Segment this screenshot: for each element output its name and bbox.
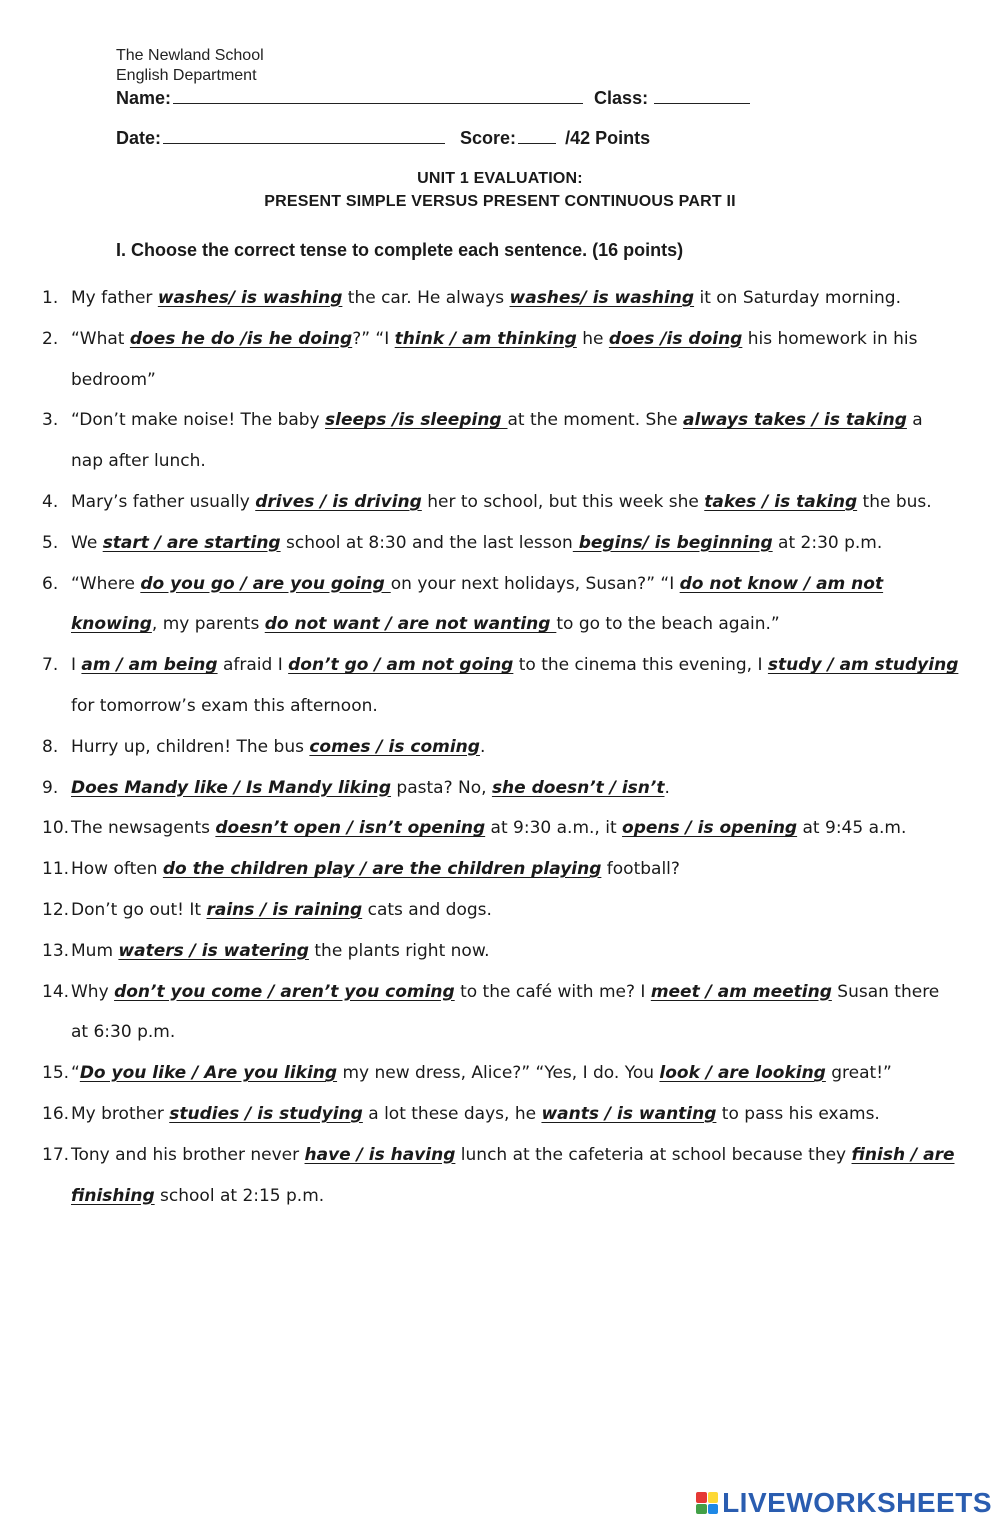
sentence-text: school at 2:15 p.m. [154,1185,325,1206]
sentence-text: the bus. [857,491,932,512]
sentence-text: . [479,736,486,757]
sentence-text: Mum [71,940,119,961]
sentence-text: cats and dogs. [362,899,492,920]
answer-choice[interactable]: do not know / am not knowing [71,573,884,635]
sentence-text: the plants right now. [308,940,490,961]
answer-choice[interactable]: Does Mandy like / Is Mandy liking [71,777,392,798]
answer-choice[interactable]: washes/ is washing [509,288,695,308]
date-field[interactable] [163,142,445,144]
logo-square [708,1504,719,1515]
answer-choice[interactable]: don’t go / am not going [288,655,514,676]
item-number: 4. [42,491,59,512]
exercise-item [0,808,960,849]
score-label: Score: [460,128,517,148]
exercise-item [0,523,960,564]
name-field[interactable] [173,102,583,104]
sentence-text: a lot these days, he [362,1103,542,1124]
item-number: 16. [42,1103,70,1124]
answer-choice[interactable]: waters / is watering [118,940,309,961]
answer-choice[interactable]: does he do /is he doing [129,328,353,349]
item-number: 3. [42,410,59,431]
liveworksheets-logo-icon [696,1492,718,1514]
sentence-text: My father [71,288,158,308]
exercise-item [0,890,960,931]
name-label: Name: [116,88,172,108]
answer-choice[interactable]: studies / is studying [169,1103,363,1124]
sentence-text: I [71,655,82,676]
exercise-item [0,319,960,401]
logo-square [696,1504,707,1515]
sentence-text: . [664,777,670,798]
date-score-row [116,128,650,149]
exercise-item [0,1094,960,1135]
answer-choice[interactable]: do the children play / are the children playing [162,859,602,880]
sentence-text: to go to the beach again.” [556,614,780,635]
sentence-text: school at 8:30 and the last lesson [280,532,573,553]
item-number: 11. [42,859,70,880]
item-number: 15. [42,1063,70,1084]
sentence-text: at 9:45 a.m. [797,818,907,839]
answer-choice[interactable]: start / are starting [102,532,281,553]
sentence-text: my new dress, Alice?” “Yes, I do. You [337,1063,660,1084]
item-number: 6. [42,573,59,594]
sentence-text: to the cinema this evening, I [513,655,768,676]
sentence-text: great!” [825,1063,892,1084]
sentence-text: The newsagents [71,818,216,839]
exercise-item [0,972,960,1054]
item-number: 13. [42,940,70,961]
exercise-item [0,400,960,482]
answer-choice[interactable]: do not want / are not wanting [264,614,557,635]
sentence-text: her to school, but this week she [421,491,705,512]
exercise-item [0,768,960,809]
answer-choice[interactable]: finish / are finishing [71,1144,955,1206]
exercise-item [0,931,960,972]
footer-brand [696,1487,992,1519]
answer-choice[interactable]: comes / is coming [309,736,480,757]
answer-choice[interactable]: sleeps /is sleeping [325,410,508,431]
date-label: Date: [116,128,162,148]
logo-square [696,1492,707,1503]
answer-choice[interactable]: Do you like / Are you liking [79,1063,338,1084]
brand-name: LIVEWORKSHEETS [722,1487,992,1518]
answer-choice[interactable]: do you go / are you going [140,573,391,594]
answer-choice[interactable]: drives / is driving [255,491,422,512]
answer-choice[interactable]: rains / is raining [206,899,363,920]
sentence-text: afraid I [217,655,289,676]
sentence-text: to the café with me? I [454,981,651,1002]
sentence-text: it on Saturday morning. [694,288,901,308]
score-field[interactable] [518,142,556,144]
sentence-text: Tony and his brother never [71,1144,305,1165]
sentence-text: a nap after lunch. [71,410,923,472]
answer-choice[interactable]: takes / is taking [704,491,858,512]
sentence-text: My brother [71,1103,170,1124]
answer-choice[interactable]: begins/ is beginning [572,532,773,553]
answer-choice[interactable]: don’t you come / aren’t you coming [114,981,455,1002]
class-field[interactable] [654,102,750,104]
exercise-list [0,278,960,1216]
answer-choice[interactable]: think / am thinking [394,328,577,349]
sentence-text: at 2:30 p.m. [772,532,883,553]
sentence-text: on your next holidays, Susan?” “I [390,573,680,594]
answer-choice[interactable]: study / am studying [767,655,959,676]
score-total: /42 Points [565,128,651,148]
answer-choice[interactable]: does /is doing [608,328,743,349]
answer-choice[interactable]: have / is having [304,1144,456,1165]
sentence-text: “ [71,1063,80,1084]
answer-choice[interactable]: washes/ is washing [157,288,343,308]
item-number: 2. [42,328,59,349]
answer-choice[interactable]: she doesn’t / isn’t [491,777,665,798]
item-number: 1. [42,288,59,308]
sentence-text: at 9:30 a.m., it [485,818,623,839]
exercise-item [0,1053,960,1094]
item-number: 10. [42,818,70,839]
sentence-text: he [576,328,609,349]
answer-choice[interactable]: meet / am meeting [650,981,832,1002]
sentence-text: “Where [71,573,141,594]
item-number: 12. [42,899,70,920]
unit-title: UNIT 1 EVALUATION: [417,170,583,187]
sentence-text: the car. He always [342,288,510,308]
sentence-text: for tomorrow’s exam this afternoon. [71,695,378,716]
item-number: 8. [42,736,59,757]
item-number: 17. [42,1144,70,1165]
sentence-text: “What [71,328,130,349]
sentence-text: We [71,532,103,553]
item-number: 9. [42,777,59,798]
answer-choice[interactable]: always takes / is taking [682,410,907,431]
sentence-text: lunch at the cafeteria at school because they [455,1144,852,1165]
sentence-text: his homework in his bedroom” [71,328,918,390]
answer-choice[interactable]: look / are looking [659,1063,826,1084]
logo-square [708,1492,719,1503]
sentence-text: Hurry up, children! The bus [71,736,310,757]
sentence-text: to pass his exams. [716,1103,880,1124]
section-instruction: I. Choose the correct tense to complete each sentence. (16 points) [116,240,684,260]
department-name: English Department [116,67,257,84]
exercise-item [0,1135,960,1217]
sentence-text: at the moment. She [507,410,683,431]
answer-choice[interactable]: doesn’t open / isn’t opening [215,818,486,839]
sentence-text: football? [601,859,680,880]
sentence-text: Susan there at 6:30 p.m. [71,981,940,1043]
sentence-text: How often [71,859,163,880]
sentence-text: , my parents [151,614,265,635]
sentence-text: ?” “I [352,328,395,349]
exercise-item [0,849,960,890]
exercise-item [0,727,960,768]
exercise-item [0,645,960,727]
class-label: Class: [594,88,649,108]
item-number: 7. [42,655,59,676]
sentence-text: pasta? No, [391,777,492,798]
exercise-item [0,482,960,523]
school-header [116,46,264,86]
item-number: 14. [42,981,70,1002]
answer-choice[interactable]: am / am being [81,655,218,676]
sentence-text: Why [71,981,115,1002]
name-class-row [116,88,750,109]
sentence-text: Don’t go out! It [71,899,207,920]
sentence-text: Mary’s father usually [71,491,256,512]
exercise-item [0,564,960,646]
school-name: The Newland School [116,47,264,64]
answer-choice[interactable]: opens / is opening [622,818,798,839]
exercise-item [0,278,960,319]
unit-subtitle: PRESENT SIMPLE VERSUS PRESENT CONTINUOUS PART II [264,193,736,210]
answer-choice[interactable]: wants / is wanting [541,1103,717,1124]
sentence-text: “Don’t make noise! The baby [71,410,326,431]
item-number: 5. [42,532,59,553]
